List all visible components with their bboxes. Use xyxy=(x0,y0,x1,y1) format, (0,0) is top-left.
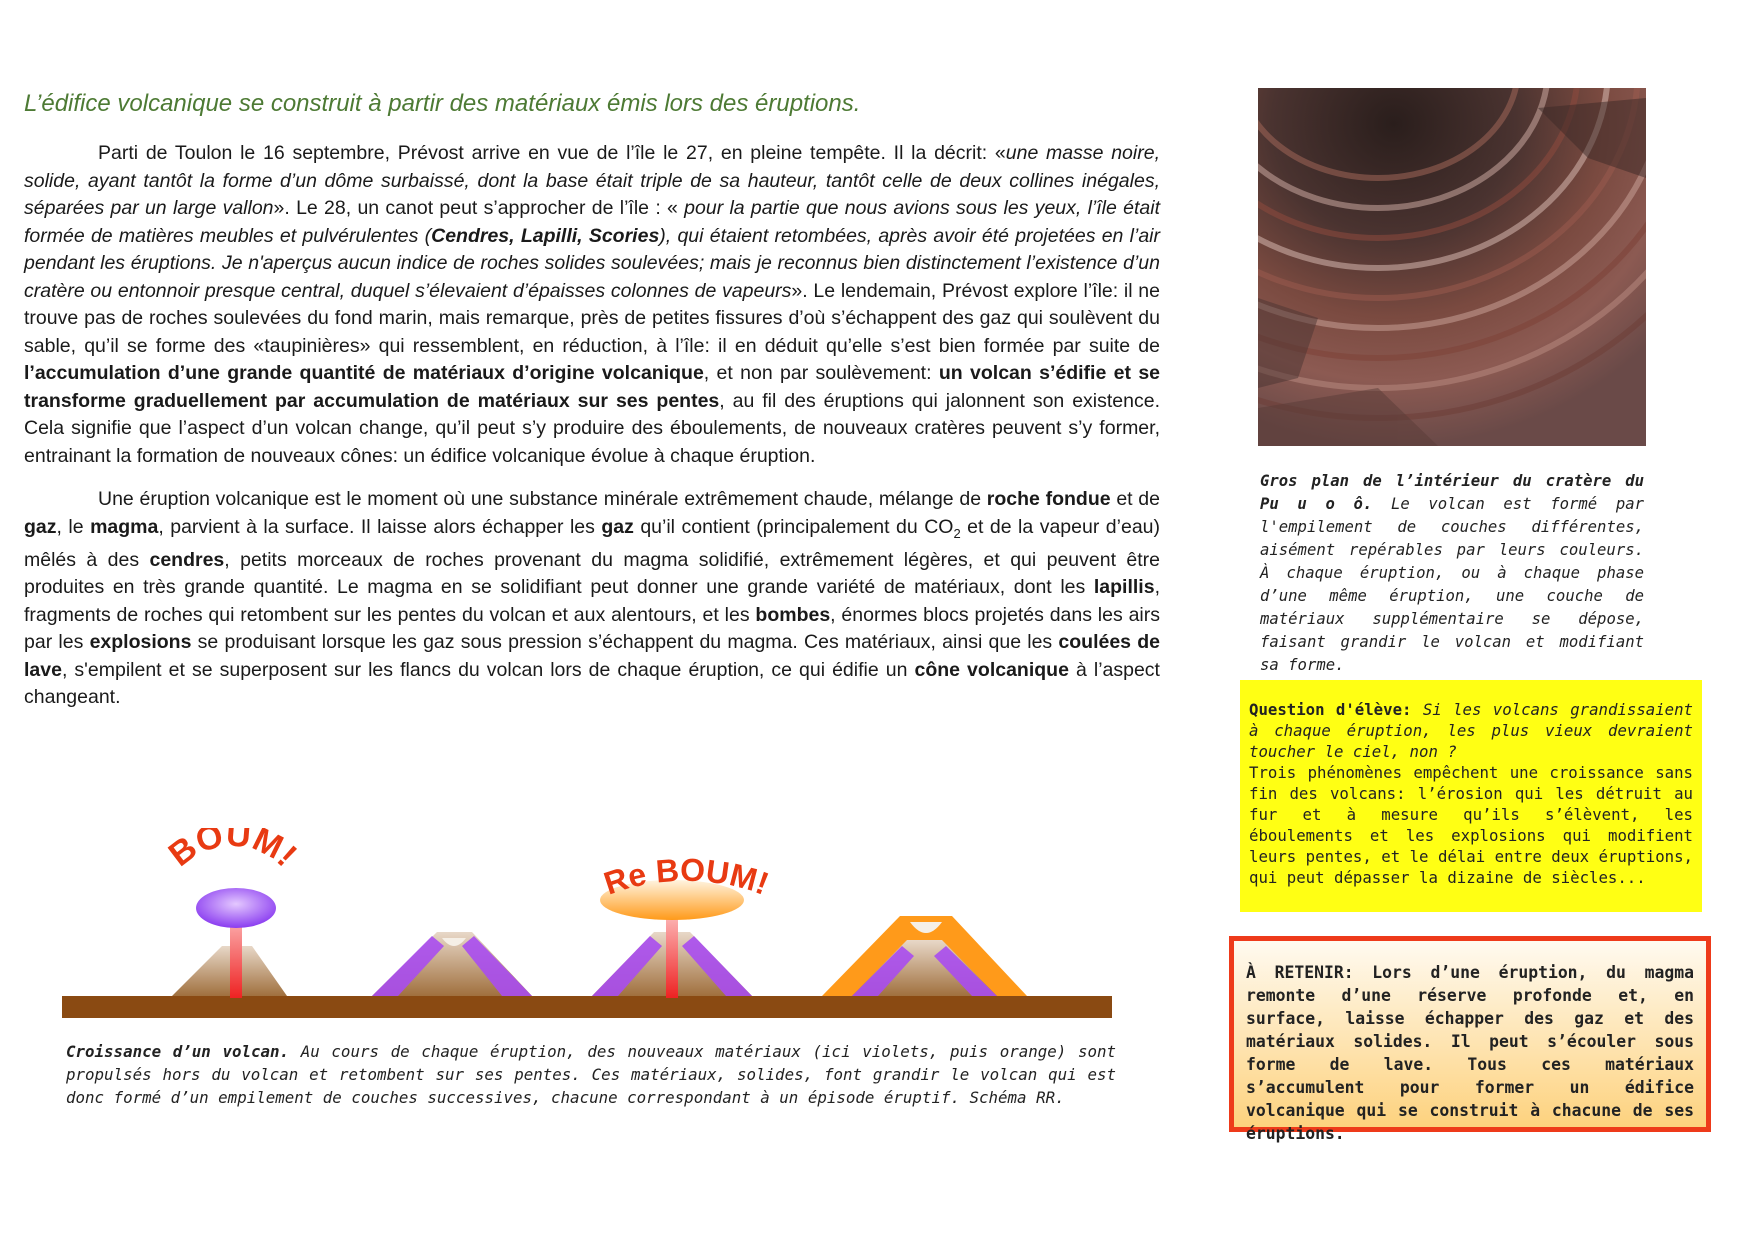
volcano-stage-1 xyxy=(162,828,304,998)
question-text: Question d'élève: Si les volcans grandissaient à chaque éruption, les plus vieux devraient toucher le ciel, non ? xyxy=(1249,700,1693,761)
paragraph-2: Une éruption volcanique est le moment où une substance minérale extrêmement chaude, mélange de roche fondue et de gaz, le magma, parvient à la surface. Il laisse alors échapper les gaz qu’il contient (principalement du $CO_2$ et de la vapeur d’eau) mêlés à des cendres, petits morceaux de roches provenant du magma solidifié, extrêmement légères, et qui peuvent être produites en très grande quantité. Le magma en se solidifiant peut donner une grande variété de matériaux, dont les lapillis, fragments de roches qui retombent sur les pentes du volcan et aux alentours, et les bombes, énormes blocs projetés dans les airs par les explosions se produisant lorsque les gaz sous pression s’échappent du magma. Ces matériaux, ainsi que les coulées de lave, s'empilent et se superposent sur les flancs du volcan lors de chaque éruption, ce qui édifie un cône volcanique à l’aspect changeant. xyxy=(24,488,1161,709)
volcano-stage-3 xyxy=(592,852,774,998)
diagram-caption: Croissance d’un volcan. Au cours de chaque éruption, des nouveaux matériaux (ici violets, puis orange) sont propulsés hors du volcan et retombent sur ses pentes. Ces matériaux, solides, font grandir le volcan qui est donc formé d’un empilement de couches successives, chacune correspondant à un épisode éruptif. Schéma RR. xyxy=(66,1042,1116,1107)
question-answer: Trois phénomènes empêchent une croissance sans fin des volcans: l’érosion qui les détruit au fur et à mesure qu’ils s’élèvent, les éboulements et les explosions qui modifient leurs pentes, et le délai entre deux éruptions, qui peut dépasser la dizaine de siècles... xyxy=(1249,763,1693,887)
volcano-growth-diagram xyxy=(62,828,1112,1034)
violet-eruption-cloud xyxy=(196,888,276,928)
volcano-stage-4 xyxy=(822,916,1027,996)
paragraph-1: Parti de Toulon le 16 septembre, Prévost arrive en vue de l’île le 27, en pleine tempête. Il la décrit: «une masse noire, solide, ayant tantôt la forme d’un dôme surbaissé, dont la base était triple de sa hauteur, tantôt celle de deux collines inégales, séparées par un large vallon». Le 28, un canot peut s’approcher de l’île : « pour la partie que nous avions sous les yeux, l’île était formée de matières meubles et pulvérulentes (Cendres, Lapilli, Scories), qui étaient retombées, après avoir été projetées en l’air pendant les éruptions. Je n'aperçus aucun indice de roches solides soulevées; mais je reconnus bien distinctement l’existence d’un cratère ou entonnoir presque central, duquel s’élevaient d’épaisses colonnes de vapeurs». Le lendemain, Prévost explore l’île: il ne trouve pas de roches soulevées du fond marin, mais remarque, près de petites fissures d’où s’échappent des gaz qui soulèvent du sable, qu’il se forme des «taupinières» qui ressemblent, en réduction, à l’île: il en déduit qu’elle s’est bien formée par suite de l’accumulation d’une grande quantité de matériaux d’origine volcanique, et non par soulèvement: un volcan s’édifie et se transforme graduellement par accumulation de matériaux sur ses pentes, au fil des éruptions qui jalonnent son existence. Cela signifie que l’aspect d’un volcan change, qu’il peut s’y produire des éboulements, de nouveaux cratères peuvent s’y former, entrainant la formation de nouveaux cônes: un édifice volcanique évolue à chaque éruption. xyxy=(24,142,1161,467)
ground xyxy=(62,996,1112,1018)
volcano-growth-svg xyxy=(62,828,1112,1034)
crater-photo xyxy=(1258,88,1646,446)
retenir-box xyxy=(1229,936,1711,1143)
main-text xyxy=(24,140,1160,728)
crater-photo-image xyxy=(1258,88,1646,446)
photo-caption: Gros plan de l’intérieur du cratère du Pu u o ô. Le volcan est formé par l'empilement de couches différentes, aisément repérables par leurs couleurs. À chaque éruption, ou à chaque phase d’une même éruption, une couche de matériaux supplémentaire se dépose, faisant grandir le volcan et modifiant sa forme. xyxy=(1260,472,1644,674)
boum-label: BOUM! xyxy=(161,828,304,875)
retenir-text: À RETENIR: Lors d’une éruption, du magma remonte d’une réserve profonde et, en surface, laisse échapper des gaz et des matériaux solides. Il peut s’écouler sous forme de lave. Tous ces matériaux s’accumulent pour former un édifice volcanique qui se construit à chacune de ses éruptions. xyxy=(1246,963,1694,1143)
page-title: L’édifice volcanique se construit à partir des matériaux émis lors des éruptions. xyxy=(24,90,861,117)
student-question-box xyxy=(1240,680,1702,912)
reboum-label: Re BOUM! xyxy=(599,851,774,902)
volcano-stage-2 xyxy=(372,932,532,996)
